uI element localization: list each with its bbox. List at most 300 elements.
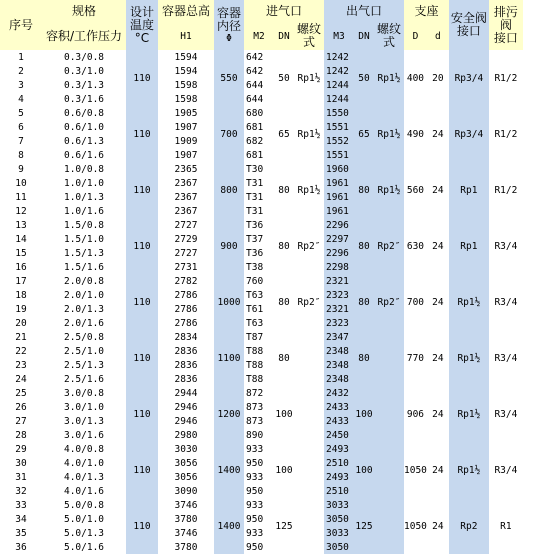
cell-seq: 8: [0, 148, 42, 162]
cell-drain: R1/2: [489, 106, 523, 162]
cell-outlet-dn: 80: [354, 162, 374, 218]
cell-drain: R3/4: [489, 274, 523, 330]
cell-outlet-h: 1961: [324, 190, 354, 204]
cell-height: 3746: [158, 498, 214, 512]
cell-inlet-h: 950: [244, 512, 274, 526]
header-diam: [214, 0, 244, 50]
cell-inlet-h: T36: [244, 246, 274, 260]
cell-outlet-h: 2298: [324, 260, 354, 274]
cell-outlet-h: 2510: [324, 456, 354, 470]
cell-outlet-h: 1551: [324, 148, 354, 162]
cell-inlet-dn: 80: [274, 218, 294, 274]
cell-height: 3746: [158, 526, 214, 540]
cell-spec: 0.3/1.3: [42, 78, 126, 92]
header-outlet-thread: [374, 22, 404, 50]
cell-inlet-dn: 65: [274, 106, 294, 162]
cell-inlet-h: T87: [244, 330, 274, 344]
cell-outlet-h: 2296: [324, 246, 354, 260]
cell-inlet-h: 642: [244, 64, 274, 78]
header-spec: 规格: [42, 0, 126, 22]
cell-spec: 5.0/1.0: [42, 512, 126, 526]
cell-support-d: 24: [427, 162, 449, 218]
cell-outlet-h: 1244: [324, 92, 354, 106]
cell-outlet-thread: [374, 330, 404, 386]
cell-seq: 29: [0, 442, 42, 456]
header-support-D: D: [404, 22, 427, 50]
cell-spec: 0.6/1.0: [42, 120, 126, 134]
cell-inlet-h: 681: [244, 148, 274, 162]
cell-outlet-h: 2296: [324, 218, 354, 232]
cell-outlet-h: 2348: [324, 344, 354, 358]
cell-outlet-h: 1552: [324, 134, 354, 148]
cell-seq: 3: [0, 78, 42, 92]
cell-spec: 2.0/1.3: [42, 302, 126, 316]
cell-inlet-h: 873: [244, 414, 274, 428]
cell-inlet-thread: [294, 498, 324, 554]
cell-outlet-h: 2432: [324, 386, 354, 400]
cell-inlet-dn: 80: [274, 274, 294, 330]
cell-outlet-dn: 125: [354, 498, 374, 554]
cell-seq: 26: [0, 400, 42, 414]
header-drain-line3: 接口: [493, 30, 518, 45]
cell-inlet-thread: Rp2″: [294, 218, 324, 274]
cell-outlet-h: 1550: [324, 106, 354, 120]
header-inlet-dn: DN: [274, 22, 294, 50]
cell-height: 1907: [158, 120, 214, 134]
cell-inlet-h: 933: [244, 498, 274, 512]
cell-outlet-h: 2450: [324, 428, 354, 442]
cell-safety: Rp1½: [449, 386, 489, 442]
cell-outlet-thread: Rp1½: [374, 162, 404, 218]
cell-support-D: 906: [404, 386, 427, 442]
cell-inlet-h: T88: [244, 372, 274, 386]
cell-inlet-h: 933: [244, 526, 274, 540]
table-row: [0, 106, 523, 120]
cell-safety: Rp1½: [449, 330, 489, 386]
cell-temp: 110: [126, 442, 158, 498]
cell-inlet-h: 760: [244, 274, 274, 288]
cell-seq: 18: [0, 288, 42, 302]
cell-inlet-h: T36: [244, 218, 274, 232]
cell-spec: 4.0/1.6: [42, 484, 126, 498]
cell-support-D: 1050: [404, 498, 427, 554]
cell-outlet-thread: Rp2″: [374, 218, 404, 274]
cell-seq: 13: [0, 218, 42, 232]
cell-seq: 6: [0, 120, 42, 134]
cell-outlet-h: 3050: [324, 540, 354, 554]
cell-seq: 23: [0, 358, 42, 372]
cell-outlet-dn: 80: [354, 330, 374, 386]
cell-spec: 5.0/0.8: [42, 498, 126, 512]
cell-outlet-thread: Rp1½: [374, 50, 404, 106]
cell-outlet-h: 1244: [324, 78, 354, 92]
cell-spec: 2.5/1.0: [42, 344, 126, 358]
cell-seq: 20: [0, 316, 42, 330]
cell-spec: 4.0/0.8: [42, 442, 126, 456]
table-row: [0, 218, 523, 232]
cell-inlet-thread: Rp2″: [294, 274, 324, 330]
cell-temp: 110: [126, 274, 158, 330]
cell-outlet-h: 1961: [324, 176, 354, 190]
cell-spec: 2.0/1.6: [42, 316, 126, 330]
cell-support-d: 24: [427, 386, 449, 442]
cell-outlet-h: 1551: [324, 120, 354, 134]
cell-outlet-thread: Rp1½: [374, 106, 404, 162]
cell-inlet-h: T63: [244, 288, 274, 302]
header-diam-line1: 容器: [216, 5, 241, 20]
cell-spec: 5.0/1.6: [42, 540, 126, 554]
cell-outlet-h: 3033: [324, 526, 354, 540]
cell-inlet-h: 890: [244, 428, 274, 442]
cell-spec: 4.0/1.0: [42, 456, 126, 470]
cell-temp: 110: [126, 498, 158, 554]
cell-inlet-h: T61: [244, 302, 274, 316]
cell-height: 1594: [158, 50, 214, 64]
cell-height: 2729: [158, 232, 214, 246]
header-temp-line3: °C: [134, 30, 150, 45]
cell-outlet-h: 2348: [324, 358, 354, 372]
cell-height: 2836: [158, 372, 214, 386]
cell-seq: 24: [0, 372, 42, 386]
cell-inlet-dn: 80: [274, 162, 294, 218]
cell-outlet-h: 2433: [324, 414, 354, 428]
cell-height: 2786: [158, 316, 214, 330]
cell-spec: 0.3/0.8: [42, 50, 126, 64]
cell-temp: 110: [126, 218, 158, 274]
cell-height: 2782: [158, 274, 214, 288]
cell-height: 1907: [158, 148, 214, 162]
cell-outlet-dn: 100: [354, 386, 374, 442]
cell-support-D: 1050: [404, 442, 427, 498]
cell-inlet-h: 950: [244, 456, 274, 470]
cell-diam: 800: [214, 162, 244, 218]
cell-inlet-h: T37: [244, 232, 274, 246]
cell-inlet-h: 950: [244, 540, 274, 554]
header-safety-line1: 安全阀: [450, 11, 487, 25]
cell-outlet-h: 1960: [324, 162, 354, 176]
cell-inlet-thread: [294, 442, 324, 498]
cell-seq: 10: [0, 176, 42, 190]
cell-outlet-dn: 50: [354, 50, 374, 106]
cell-height: 2367: [158, 204, 214, 218]
header-drain-line1: 排污: [493, 4, 518, 19]
cell-inlet-h: 950: [244, 484, 274, 498]
cell-spec: 1.5/0.8: [42, 218, 126, 232]
cell-seq: 4: [0, 92, 42, 106]
cell-height: 2946: [158, 400, 214, 414]
cell-spec: 3.0/1.0: [42, 400, 126, 414]
cell-support-D: 560: [404, 162, 427, 218]
cell-temp: 110: [126, 50, 158, 106]
cell-diam: 700: [214, 106, 244, 162]
cell-height: 1909: [158, 134, 214, 148]
cell-outlet-thread: Rp2″: [374, 274, 404, 330]
cell-spec: 1.0/1.3: [42, 190, 126, 204]
cell-height: 2365: [158, 162, 214, 176]
cell-height: 1598: [158, 92, 214, 106]
cell-outlet-dn: 100: [354, 442, 374, 498]
header-outlet-thread-line2: 式: [382, 35, 395, 49]
cell-seq: 31: [0, 470, 42, 484]
cell-inlet-dn: 50: [274, 50, 294, 106]
cell-spec: 3.0/0.8: [42, 386, 126, 400]
cell-outlet-dn: 80: [354, 274, 374, 330]
cell-support-d: 24: [427, 218, 449, 274]
cell-inlet-h: T63: [244, 316, 274, 330]
header-temp-line1: 设计: [129, 4, 154, 19]
cell-support-d: 24: [427, 330, 449, 386]
table-row: [0, 162, 523, 176]
cell-height: 3030: [158, 442, 214, 456]
cell-outlet-h: 2347: [324, 330, 354, 344]
cell-height: 2731: [158, 260, 214, 274]
cell-inlet-h: 680: [244, 106, 274, 120]
header-temp-line2: 温度: [129, 17, 154, 32]
header-safety-line2: 接口: [456, 24, 481, 38]
cell-seq: 5: [0, 106, 42, 120]
cell-seq: 22: [0, 344, 42, 358]
cell-inlet-h: T31: [244, 204, 274, 218]
cell-height: 2367: [158, 190, 214, 204]
cell-outlet-h: 2297: [324, 232, 354, 246]
cell-outlet-h: 2321: [324, 302, 354, 316]
cell-seq: 16: [0, 260, 42, 274]
cell-support-d: 24: [427, 498, 449, 554]
cell-support-d: 24: [427, 442, 449, 498]
cell-spec: 3.0/1.6: [42, 428, 126, 442]
cell-spec: 0.6/1.3: [42, 134, 126, 148]
cell-seq: 25: [0, 386, 42, 400]
cell-support-D: 400: [404, 50, 427, 106]
cell-safety: Rp1: [449, 218, 489, 274]
cell-safety: Rp2: [449, 498, 489, 554]
cell-spec: 4.0/1.3: [42, 470, 126, 484]
cell-inlet-h: 644: [244, 92, 274, 106]
cell-support-D: 770: [404, 330, 427, 386]
cell-inlet-h: 682: [244, 134, 274, 148]
cell-inlet-thread: Rp1½: [294, 50, 324, 106]
cell-support-d: 20: [427, 50, 449, 106]
cell-inlet-h: 644: [244, 78, 274, 92]
cell-seq: 28: [0, 428, 42, 442]
header-outlet-h: M3: [324, 22, 354, 50]
header-inlet-h: M2: [244, 22, 274, 50]
cell-height: 2946: [158, 414, 214, 428]
cell-diam: 1000: [214, 274, 244, 330]
cell-spec: 1.5/1.6: [42, 260, 126, 274]
cell-height: 3090: [158, 484, 214, 498]
cell-spec: 2.5/1.3: [42, 358, 126, 372]
cell-height: 2367: [158, 176, 214, 190]
cell-outlet-h: 1242: [324, 50, 354, 64]
cell-seq: 19: [0, 302, 42, 316]
cell-temp: 110: [126, 386, 158, 442]
cell-inlet-h: 933: [244, 442, 274, 456]
cell-seq: 14: [0, 232, 42, 246]
header-seq: 序号: [0, 0, 42, 50]
table-row: [0, 330, 523, 344]
cell-outlet-h: 2510: [324, 484, 354, 498]
cell-height: 3780: [158, 512, 214, 526]
cell-drain: R1/2: [489, 162, 523, 218]
cell-spec: 0.6/0.8: [42, 106, 126, 120]
cell-support-D: 700: [404, 274, 427, 330]
cell-seq: 21: [0, 330, 42, 344]
cell-height: 3056: [158, 456, 214, 470]
cell-outlet-dn: 80: [354, 218, 374, 274]
cell-support-D: 490: [404, 106, 427, 162]
cell-seq: 36: [0, 540, 42, 554]
cell-inlet-dn: 125: [274, 498, 294, 554]
cell-inlet-thread: Rp1½: [294, 162, 324, 218]
cell-outlet-thread: [374, 442, 404, 498]
header-row-2: [0, 22, 523, 50]
header-support-d: d: [427, 22, 449, 50]
cell-safety: Rp1: [449, 162, 489, 218]
table-row: [0, 442, 523, 456]
cell-spec: 1.0/0.8: [42, 162, 126, 176]
cell-drain: R1/2: [489, 50, 523, 106]
cell-spec: 1.5/1.3: [42, 246, 126, 260]
header-diam-line3: Φ: [226, 32, 232, 44]
cell-support-d: 24: [427, 106, 449, 162]
cell-inlet-dn: 100: [274, 442, 294, 498]
cell-height: 3780: [158, 540, 214, 554]
cell-height: 2836: [158, 344, 214, 358]
cell-inlet-h: T38: [244, 260, 274, 274]
header-row-1: [0, 0, 523, 22]
cell-spec: 1.0/1.6: [42, 204, 126, 218]
cell-seq: 32: [0, 484, 42, 498]
cell-seq: 12: [0, 204, 42, 218]
cell-seq: 1: [0, 50, 42, 64]
cell-spec: 1.5/1.0: [42, 232, 126, 246]
cell-inlet-dn: 80: [274, 330, 294, 386]
header-inlet: 进气口: [244, 0, 324, 22]
cell-height: 2786: [158, 288, 214, 302]
cell-outlet-h: 3033: [324, 498, 354, 512]
cell-inlet-thread: [294, 386, 324, 442]
cell-seq: 11: [0, 190, 42, 204]
header-inlet-thread-line1: 螺纹: [296, 22, 321, 36]
header-outlet-thread-line1: 螺纹: [376, 22, 401, 36]
header-outlet-dn: DN: [354, 22, 374, 50]
cell-outlet-h: 2493: [324, 442, 354, 456]
cell-seq: 7: [0, 134, 42, 148]
cell-height: 2727: [158, 246, 214, 260]
cell-outlet-h: 2323: [324, 288, 354, 302]
table-row: [0, 50, 523, 64]
header-inlet-thread: [294, 22, 324, 50]
cell-spec: 2.5/0.8: [42, 330, 126, 344]
cell-drain: R3/4: [489, 218, 523, 274]
cell-inlet-dn: 100: [274, 386, 294, 442]
cell-seq: 33: [0, 498, 42, 512]
cell-outlet-h: 2323: [324, 316, 354, 330]
cell-outlet-h: 2433: [324, 400, 354, 414]
table-row: [0, 386, 523, 400]
table-row: [0, 274, 523, 288]
cell-support-D: 630: [404, 218, 427, 274]
cell-height: 1905: [158, 106, 214, 120]
cell-inlet-h: 681: [244, 120, 274, 134]
header-outlet: 出气口: [324, 0, 404, 22]
table-row: [0, 498, 523, 512]
cell-seq: 15: [0, 246, 42, 260]
cell-spec: 5.0/1.3: [42, 526, 126, 540]
header-spec-sub: 容积/工作压力: [42, 22, 126, 50]
cell-spec: 0.3/1.0: [42, 64, 126, 78]
cell-diam: 1400: [214, 498, 244, 554]
cell-safety: Rp1½: [449, 442, 489, 498]
cell-outlet-dn: 65: [354, 106, 374, 162]
cell-height: 1594: [158, 64, 214, 78]
cell-height: 2836: [158, 358, 214, 372]
cell-outlet-h: 2321: [324, 274, 354, 288]
cell-outlet-thread: [374, 498, 404, 554]
cell-height: 2944: [158, 386, 214, 400]
cell-spec: 1.0/1.0: [42, 176, 126, 190]
cell-temp: 110: [126, 106, 158, 162]
header-support: 支座: [404, 0, 449, 22]
cell-height: 2727: [158, 218, 214, 232]
cell-inlet-h: T88: [244, 344, 274, 358]
header-temp: [126, 0, 158, 50]
cell-height: 1598: [158, 78, 214, 92]
header-diam-line2: 内径: [216, 18, 241, 33]
cell-spec: 2.5/1.6: [42, 372, 126, 386]
cell-outlet-h: 2348: [324, 372, 354, 386]
cell-inlet-thread: Rp1½: [294, 106, 324, 162]
cell-drain: R3/4: [489, 386, 523, 442]
cell-inlet-h: 872: [244, 386, 274, 400]
cell-inlet-h: T30: [244, 162, 274, 176]
cell-diam: 1200: [214, 386, 244, 442]
cell-outlet-h: 1961: [324, 204, 354, 218]
cell-safety: Rp1½: [449, 274, 489, 330]
cell-spec: 2.0/0.8: [42, 274, 126, 288]
cell-support-d: 24: [427, 274, 449, 330]
cell-seq: 17: [0, 274, 42, 288]
cell-outlet-h: 3050: [324, 512, 354, 526]
cell-seq: 9: [0, 162, 42, 176]
header-height-sub: H1: [158, 22, 214, 50]
cell-height: 3056: [158, 470, 214, 484]
cell-outlet-thread: [374, 386, 404, 442]
header-height: 容器总高: [158, 0, 214, 22]
cell-inlet-h: 873: [244, 400, 274, 414]
cell-seq: 34: [0, 512, 42, 526]
cell-height: 2786: [158, 302, 214, 316]
cell-height: 2834: [158, 330, 214, 344]
cell-seq: 27: [0, 414, 42, 428]
cell-temp: 110: [126, 330, 158, 386]
cell-drain: R3/4: [489, 330, 523, 386]
cell-diam: 550: [214, 50, 244, 106]
cell-inlet-h: 933: [244, 470, 274, 484]
cell-inlet-h: T31: [244, 176, 274, 190]
cell-diam: 1400: [214, 442, 244, 498]
cell-inlet-h: 642: [244, 50, 274, 64]
cell-spec: 3.0/1.3: [42, 414, 126, 428]
cell-outlet-h: 1242: [324, 64, 354, 78]
header-drain-line2: 阀: [499, 17, 512, 32]
cell-diam: 1100: [214, 330, 244, 386]
cell-spec: 0.6/1.6: [42, 148, 126, 162]
cell-temp: 110: [126, 162, 158, 218]
cell-spec: 0.3/1.6: [42, 92, 126, 106]
header-inlet-thread-line2: 式: [302, 35, 315, 49]
